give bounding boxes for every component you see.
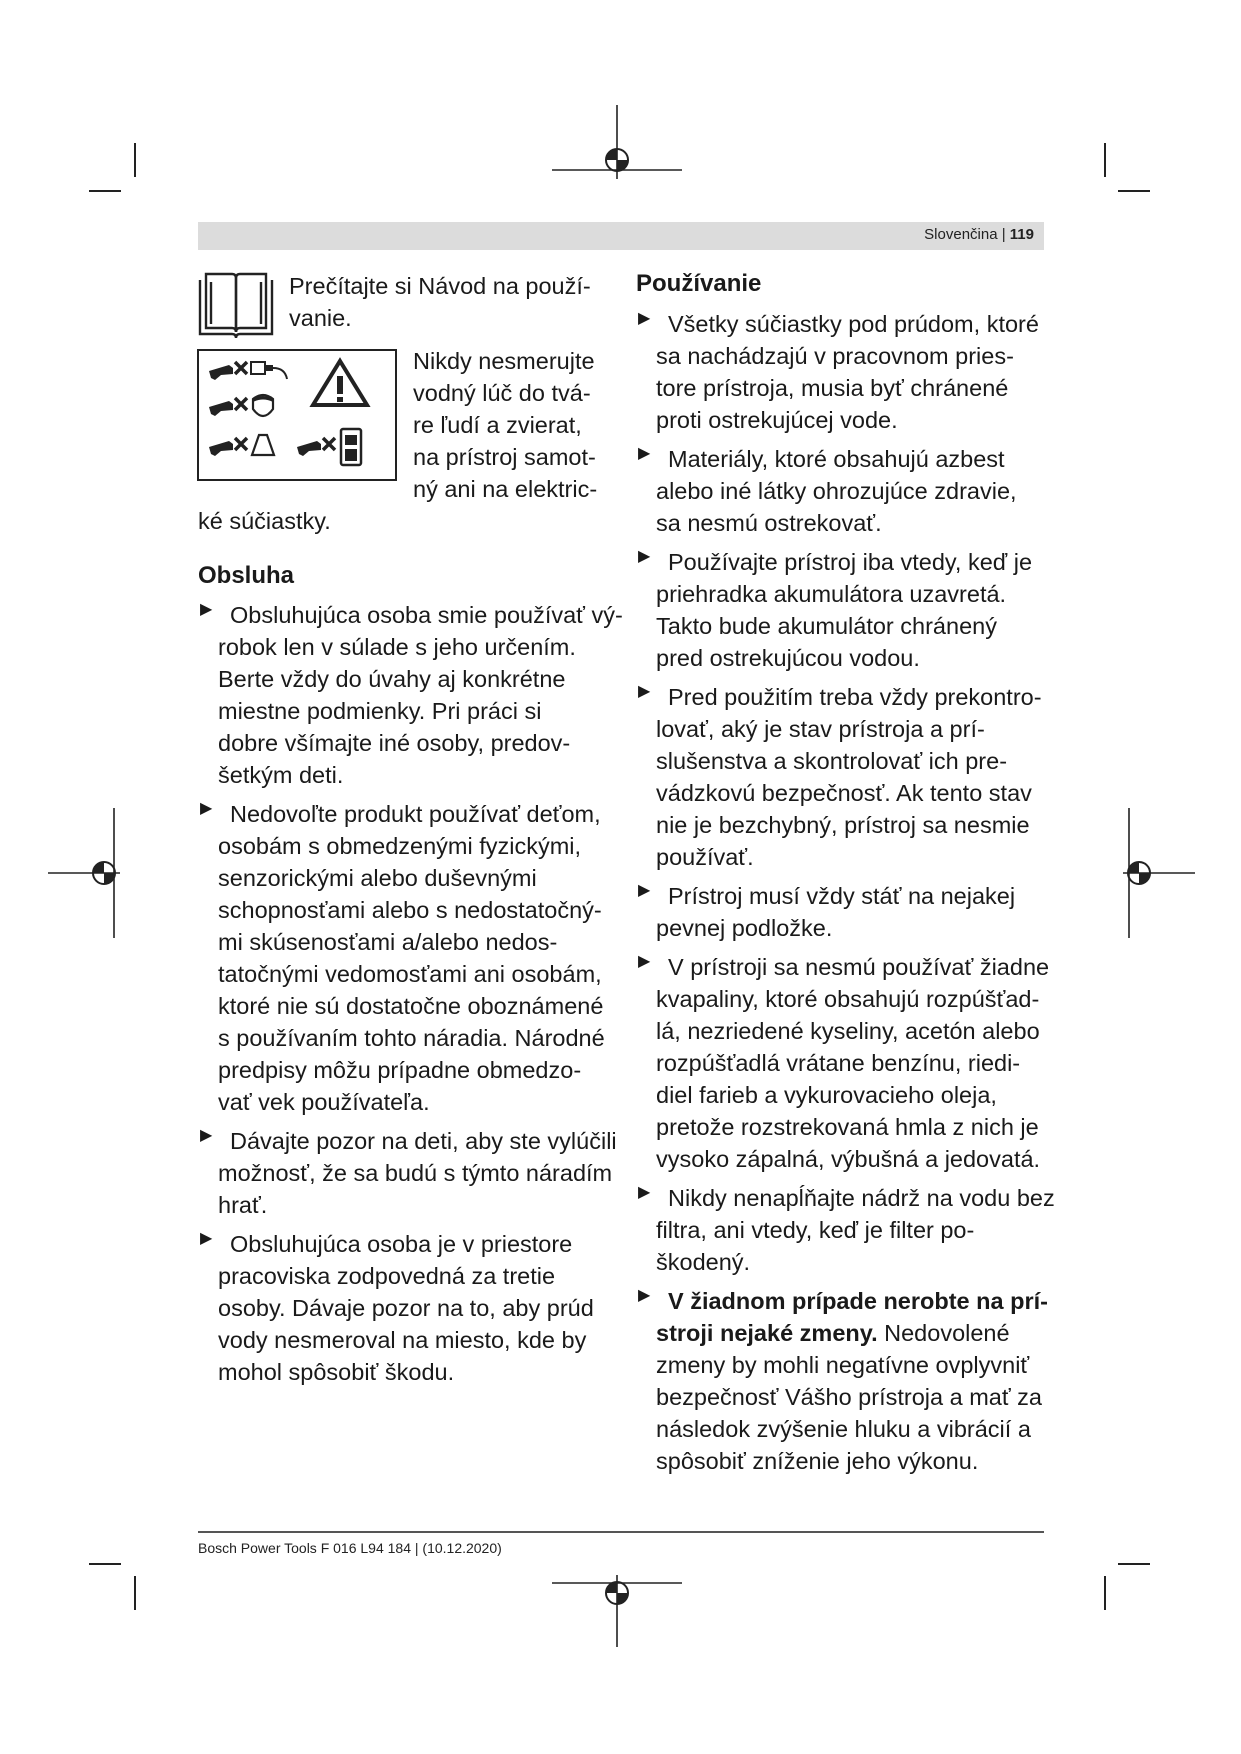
bullet-triangle-icon: ▶ <box>638 953 651 970</box>
bullet-triangle-icon: ▶ <box>638 445 651 462</box>
bullet-triangle-icon: ▶ <box>638 1184 651 1201</box>
bullet-triangle-icon: ▶ <box>638 310 651 327</box>
warning-tail: ké súčiastky. <box>198 508 331 534</box>
book-icon <box>198 272 274 340</box>
list-item: ▶ Prístroj musí vždy stáť na nejakej pevnej podložke. <box>638 882 1016 941</box>
bold-warning-line: stroji nejaké zmeny. <box>656 1320 878 1346</box>
header-language: Slovenčina <box>924 226 998 243</box>
list-item: ▶ Nikdy nenapĺňajte nádrž na vodu bez filtra, ani vtedy, keď je filter po- škodený. <box>638 1184 1055 1275</box>
read-manual-line-2: vanie. <box>289 305 352 331</box>
list-item: ▶ Obsluhujúca osoba smie používať vý- robok len v súlade s jeho určením. Berte vždy do úvahy aj konkrétne miestne podmienky. Pri práci si dobre všímajte iné osoby, predov- šetkým deti. <box>200 601 623 788</box>
registration-mark-top <box>552 105 682 187</box>
warning-line: Nikdy nesmerujte <box>413 348 595 374</box>
registration-mark-right <box>1115 808 1195 938</box>
warning-line: vodný lúč do tvá- <box>413 380 591 406</box>
footer-text: Bosch Power Tools F 016 L94 184 | (10.12.2020) <box>198 1540 502 1556</box>
section-obsluha <box>198 560 623 1388</box>
bullet-triangle-icon: ▶ <box>200 601 213 618</box>
list-item: ▶ Nedovoľte produkt používať deťom, osobám s obmedzenými fyzickými, senzorickými alebo duševnými schopnosťami alebo s nedostatočný- mi skúsenosťami a/alebo nedos- tatočnými vedomosťami ani osobám, ktoré nie sú dostatočne oboznámené s používaním tohto náradia. Národné predpisy môžu prípadne obmedzo- vať vek používateľa. <box>200 800 605 1115</box>
list-item: ▶ Dávajte pozor na deti, aby ste vylúčili možnosť, že sa budú s týmto náradím hrať. <box>200 1127 617 1218</box>
page-header <box>198 222 1044 250</box>
bullet-triangle-icon: ▶ <box>200 1127 213 1144</box>
heading-pouzivanie: Používanie <box>636 270 762 297</box>
header-label <box>924 226 1034 243</box>
registration-mark-bottom <box>552 1575 682 1647</box>
bullet-triangle-icon: ▶ <box>638 548 651 565</box>
bullet-triangle-icon: ▶ <box>638 683 651 700</box>
page-number: 119 <box>1009 226 1034 243</box>
bold-warning-line: V žiadnom prípade nerobte na prí- <box>668 1288 1048 1314</box>
read-manual-line-1: Prečítajte si Návod na použí- <box>289 273 591 299</box>
list-item: ▶ Materiály, ktoré obsahujú azbest alebo iné látky ohrozujúce zdravie, sa nesmú ostrekovať. <box>638 445 1017 536</box>
footer-rule <box>198 1531 1044 1533</box>
warning-line: re ľudí a zvierat, <box>413 412 582 438</box>
bullet-triangle-icon: ▶ <box>200 1230 213 1247</box>
section-pouzivanie <box>636 268 1056 1477</box>
header-separator: | <box>997 226 1010 243</box>
bullet-triangle-icon: ▶ <box>200 800 213 817</box>
warning-line: na prístroj samot- <box>413 444 596 470</box>
list-item: ▶ Všetky súčiastky pod prúdom, ktoré sa nachádzajú v pracovnom pries- tore prístroja, musia byť chránené proti ostrekujúcej vode. <box>638 310 1039 433</box>
list-item: ▶ Používajte prístroj iba vtedy, keď je priehradka akumulátora uzavretá. Takto bude akumulátor chránený pred ostrekujúcou vodou. <box>638 548 1033 671</box>
bullet-triangle-icon: ▶ <box>638 1287 651 1304</box>
list-item: ▶ V prístroji sa nesmú používať žiadne kvapaliny, ktoré obsahujú rozpúšťad- lá, nezriedené kyseliny, acetón alebo rozpúšťadlá vrátane benzínu, riedi- diel farieb a vykurovacieho oleja, pretože rozstrekovaná hmla z nich je vysoko zápalná, výbušná a jedovatá. <box>638 953 1050 1172</box>
list-item: ▶ Pred použitím treba vždy prekontro- lovať, aký je stav prístroja a prí- slušenstva a skontrolovať ich pre- vádzkovú bezpečnosť. Ak tento stav nie je bezchybný, prístroj sa nesmie používať. <box>638 683 1042 870</box>
heading-obsluha: Obsluha <box>198 562 295 589</box>
bullet-triangle-icon: ▶ <box>638 882 651 899</box>
read-manual-text <box>289 270 591 334</box>
warning-side-text <box>413 345 597 505</box>
water-jet-warning-pictogram <box>197 349 397 481</box>
warning-line: ný ani na elektric- <box>413 476 598 502</box>
list-item: ▶ Obsluhujúca osoba je v priestore pracoviska zodpovedná za tretie osoby. Dávaje pozor na to, aby prúd vody nesmeroval na miesto, kde by mohol spôsobiť škodu. <box>200 1230 594 1385</box>
list-item: ▶ V žiadnom prípade nerobte na prí- stroji nejaké zmeny. Nedovolené zmeny by mohli negatívne ovplyvniť bezpečnosť Vášho prístroja a mať za následok zvýšenie hluku a vibrácií a spôsobiť zníženie jeho výkonu. <box>636 1285 1056 1477</box>
registration-mark-left <box>48 808 128 938</box>
